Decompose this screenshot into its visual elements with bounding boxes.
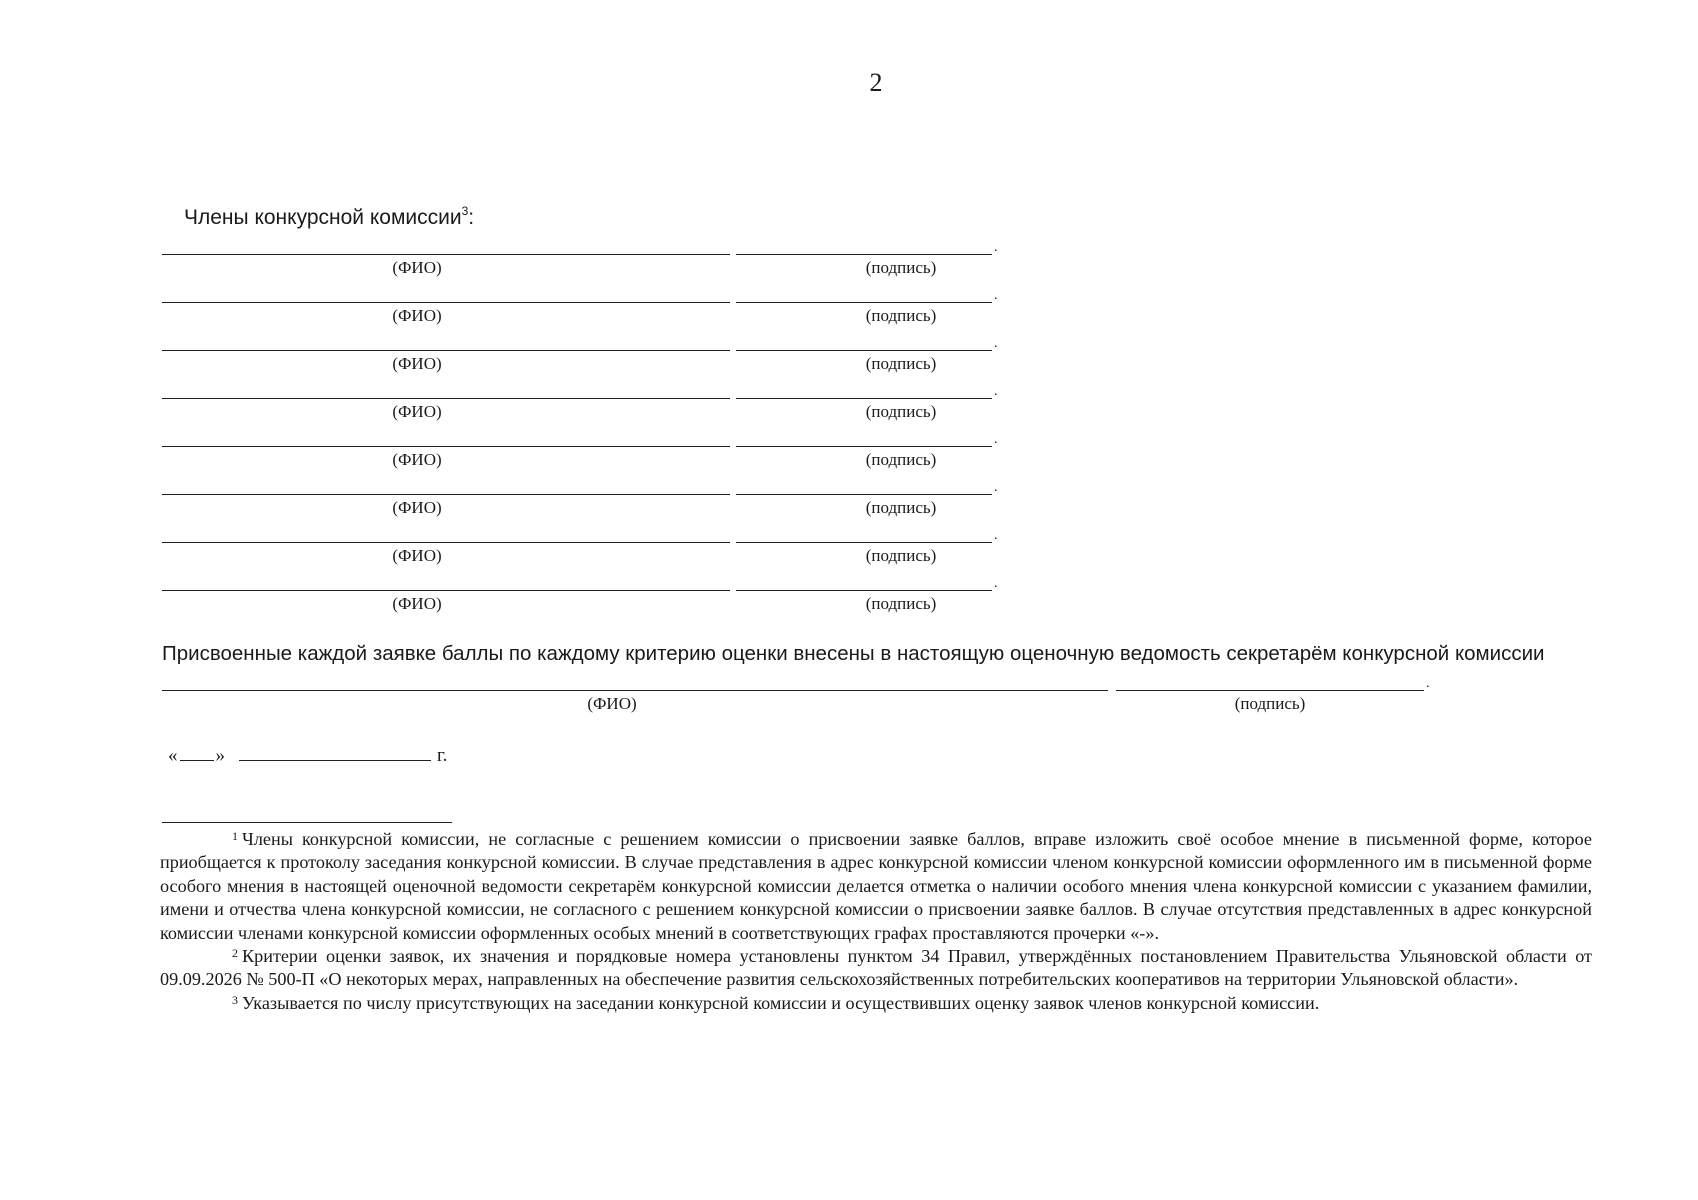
name-caption: (ФИО) bbox=[392, 306, 442, 325]
date-line bbox=[168, 744, 447, 767]
footnote-separator bbox=[162, 822, 452, 823]
signature-caption: (подпись) bbox=[865, 498, 937, 517]
name-blank-line bbox=[162, 398, 730, 399]
year-suffix: г. bbox=[437, 745, 448, 766]
member-signature-row bbox=[162, 576, 1002, 638]
end-mark: . bbox=[1426, 676, 1430, 691]
secretary-signature-blank-line bbox=[1116, 690, 1424, 691]
name-caption: (ФИО) bbox=[392, 354, 442, 373]
signature-blank-line bbox=[736, 398, 992, 399]
signature-blank-line bbox=[736, 302, 992, 303]
footnote-ref-3: 3 bbox=[461, 204, 469, 218]
members-title-text: Члены конкурсной комиссии bbox=[184, 206, 462, 229]
name-caption: (ФИО) bbox=[392, 450, 442, 469]
name-blank-line bbox=[162, 494, 730, 495]
signature-caption: (подпись) bbox=[865, 354, 937, 373]
footnote-1 bbox=[160, 828, 1592, 945]
name-blank-line bbox=[162, 254, 730, 255]
end-mark: . bbox=[994, 288, 998, 303]
footnote-text: Критерии оценки заявок, их значения и порядковые номера установлены пунктом 34 Правил, утверждённых постановлением Правительства Ульяновской области от 09.09.2026 № 500-П «О некоторых мерах, направленных на обеспечение развития сельскохозяйственных потребительских кооперативов на территории Ульяновской области». bbox=[160, 946, 1592, 990]
member-signature-row bbox=[162, 336, 1002, 398]
end-mark: . bbox=[994, 528, 998, 543]
end-mark: . bbox=[994, 336, 998, 351]
footnote-text: Указывается по числу присутствующих на заседании конкурсной комиссии и осуществивших оценку заявок членов конкурсной комиссии. bbox=[242, 992, 1320, 1013]
secretary-signature-caption: (подпись) bbox=[1234, 694, 1306, 713]
end-mark: . bbox=[994, 384, 998, 399]
member-signature-row bbox=[162, 384, 1002, 446]
signature-caption: (подпись) bbox=[865, 546, 937, 565]
name-blank-line bbox=[162, 350, 730, 351]
name-caption: (ФИО) bbox=[392, 498, 442, 517]
name-caption: (ФИО) bbox=[392, 594, 442, 613]
date-close-quote: » bbox=[215, 745, 225, 766]
member-signature-row bbox=[162, 528, 1002, 590]
secretary-statement: Присвоенные каждой заявке баллы по каждому критерию оценки внесены в настоящую оценочную ведомость секретарём конкурсной комиссии bbox=[162, 642, 1545, 665]
signature-blank-line bbox=[736, 590, 992, 591]
name-caption: (ФИО) bbox=[392, 546, 442, 565]
members-title-colon: : bbox=[468, 206, 475, 229]
signature-caption: (подпись) bbox=[865, 258, 937, 277]
footnote-mark: 2 bbox=[232, 946, 238, 961]
signature-caption: (подпись) bbox=[865, 402, 937, 421]
name-blank-line bbox=[162, 542, 730, 543]
end-mark: . bbox=[994, 480, 998, 495]
member-signature-row bbox=[162, 480, 1002, 542]
secretary-name-blank-line bbox=[162, 690, 1108, 691]
date-open-quote: « bbox=[168, 745, 178, 766]
member-signature-row bbox=[162, 240, 1002, 302]
end-mark: . bbox=[994, 240, 998, 255]
month-year-blank bbox=[239, 744, 431, 761]
signature-caption: (подпись) bbox=[865, 594, 937, 613]
name-blank-line bbox=[162, 446, 730, 447]
member-signature-row bbox=[162, 432, 1002, 494]
signature-blank-line bbox=[736, 542, 992, 543]
footnote-mark: 3 bbox=[232, 992, 238, 1007]
secretary-name-caption: (ФИО) bbox=[587, 694, 637, 713]
member-signature-row bbox=[162, 288, 1002, 350]
footnote-3 bbox=[160, 992, 1592, 1015]
name-caption: (ФИО) bbox=[392, 258, 442, 277]
footnote-2 bbox=[160, 945, 1592, 992]
signature-blank-line bbox=[736, 446, 992, 447]
signature-caption: (подпись) bbox=[865, 306, 937, 325]
day-blank bbox=[180, 744, 214, 761]
name-blank-line bbox=[162, 302, 730, 303]
footnote-mark: 1 bbox=[232, 829, 238, 843]
name-blank-line bbox=[162, 590, 730, 591]
signature-caption: (подпись) bbox=[865, 450, 937, 469]
page-number: 2 bbox=[869, 68, 883, 97]
end-mark: . bbox=[994, 576, 998, 591]
members-title bbox=[184, 206, 474, 230]
footnote-text: Члены конкурсной комиссии, не согласные с решением комиссии о присвоении заявке баллов, вправе изложить своё особое мнение в письменной форме, которое приобщается к протоколу заседания конкурсной комиссии. В случае представления в адрес конкурсной комиссии членом конкурсной комиссии оформленного им в письменной форме особого мнения в настоящей оценочной ведомости секретарём конкурсной комиссии делается отметка о наличии особого мнения члена конкурсной комиссии с указанием фамилии, имени и отчества члена конкурсной комиссии, не согласного с решением конкурсной комиссии о присвоении заявке баллов. В случае отсутствия представленных в адрес конкурсной комиссии членами конкурсной комиссии оформленных особых мнений в соответствующих графах проставляются прочерки «-». bbox=[160, 829, 1592, 943]
name-caption: (ФИО) bbox=[392, 402, 442, 421]
secretary-signature-row bbox=[162, 676, 1452, 730]
signature-blank-line bbox=[736, 254, 992, 255]
footnotes bbox=[160, 828, 1592, 1015]
end-mark: . bbox=[994, 432, 998, 447]
signature-blank-line bbox=[736, 494, 992, 495]
signature-blank-line bbox=[736, 350, 992, 351]
